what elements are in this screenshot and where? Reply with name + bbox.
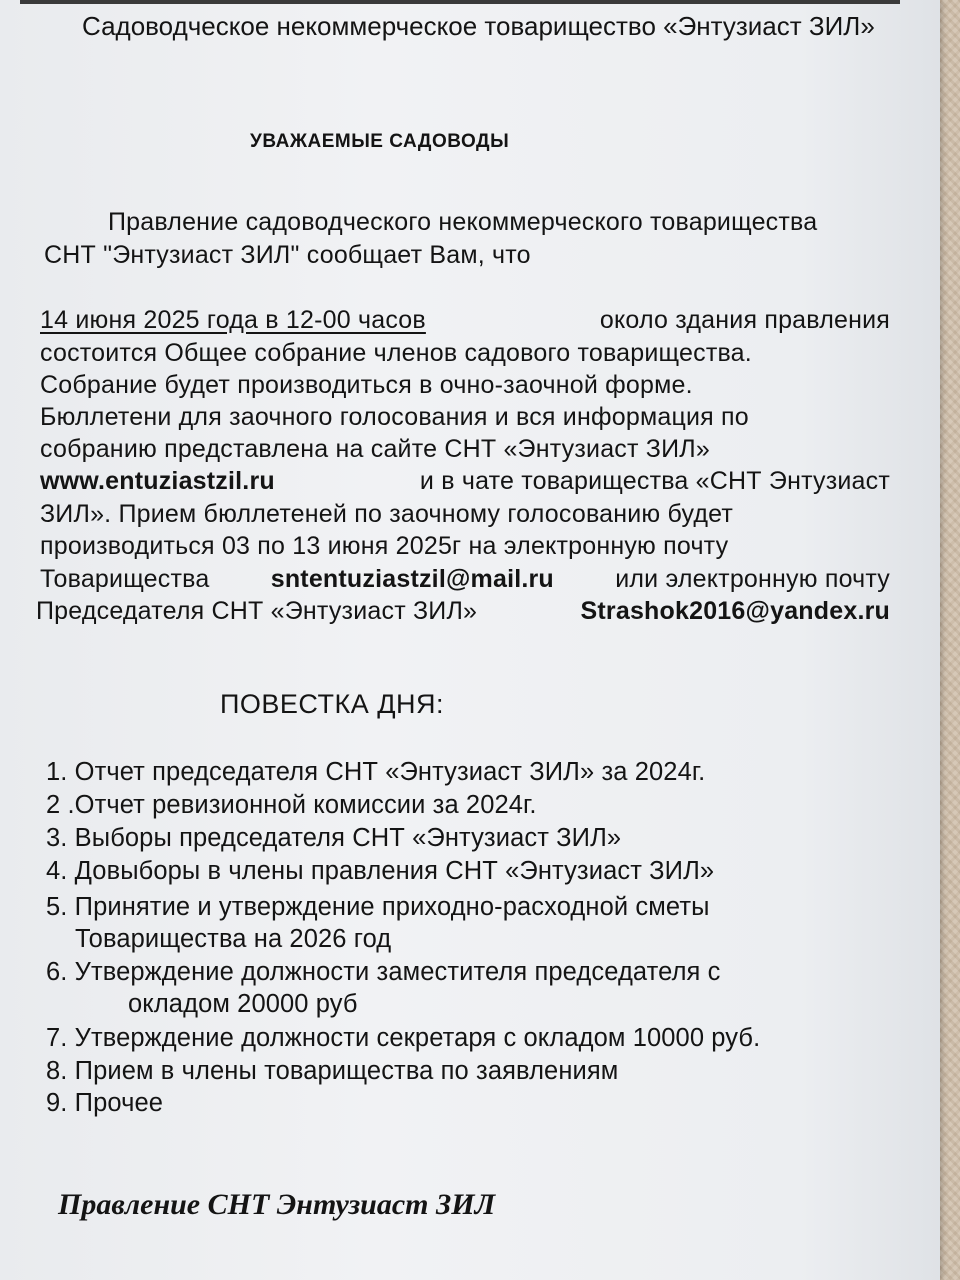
website-link[interactable]: www.entuziastzil.ru [40,467,275,495]
announcement-chairman-label: Председателя СНТ «Энтузиаст ЗИЛ» [36,597,478,625]
greeting-heading: УВАЖАЕМЫЕ САДОВОДЫ [250,131,510,152]
agenda-item: 9. Прочее [46,1089,164,1117]
agenda-item: 3. Выборы председателя СНТ «Энтузиаст ЗИЛ» [46,824,622,852]
intro-line-1: Правление садоводческого некоммерческого товарищества [108,208,818,236]
agenda-item: 8. Прием в члены товарищества по заявлениям [46,1057,619,1085]
agenda-title: ПОВЕСТКА ДНЯ: [220,689,445,719]
announcement-line-4: Бюллетени для заочного голосования и вся информация по [40,403,749,431]
society-email-link[interactable]: sntentuziastzil@mail.ru [270,565,554,593]
meeting-date-time: 14 июня 2025 года в 12-00 часов [40,306,426,334]
announcement-or-email: или электронную почту [615,565,890,593]
top-border-line [20,0,900,4]
agenda-item: 7. Утверждение должности секретаря с окладом 10000 руб. [46,1024,761,1052]
agenda-item-continuation: окладом 20000 руб [128,990,358,1018]
announcement-line-2: состоится Общее собрание членов садового товарищества. [40,339,752,367]
agenda-item: 6. Утверждение должности заместителя председателя с [46,958,721,986]
chairman-email-link[interactable]: Strashok2016@yandex.ru [580,597,890,625]
agenda-item: 1. Отчет председателя СНТ «Энтузиаст ЗИЛ» за 2024г. [46,758,706,786]
agenda-item: 4. Довыборы в члены правления СНТ «Энтузиаст ЗИЛ» [46,857,715,885]
announcement-location: около здания правления [599,306,890,334]
announcement-line-6 [40,467,890,496]
announcement-line-7: ЗИЛ». Прием бюллетеней по заочному голосованию будет [40,500,734,528]
announcement-line-9 [40,565,890,594]
announcement-chat-text: и в чате товарищества «СНТ Энтузиаст [419,467,890,495]
announcement-line-3: Собрание будет производиться в очно-заочной форме. [40,371,693,399]
agenda-item: 5. Принятие и утверждение приходно-расходной сметы [46,893,710,921]
agenda-item-continuation: Товарищества на 2026 год [75,925,392,953]
signature-board: Правление СНТ Энтузиаст ЗИЛ [58,1188,496,1221]
announcement-line-5: собранию представлена на сайте СНТ «Энтузиаст ЗИЛ» [40,435,710,463]
intro-line-2: СНТ "Энтузиаст ЗИЛ" сообщает Вам, что [44,241,531,269]
announcement-line-10 [36,597,890,626]
announcement-line-8: производиться 03 по 13 июня 2025г на электронную почту [40,532,729,560]
agenda-item: 2 .Отчет ревизионной комиссии за 2024г. [46,791,537,819]
organization-title: Садоводческое некоммерческое товарищество «Энтузиаст ЗИЛ» [82,11,875,41]
announcement-society-label: Товарищества [40,565,210,593]
announcement-line-1 [40,306,890,335]
